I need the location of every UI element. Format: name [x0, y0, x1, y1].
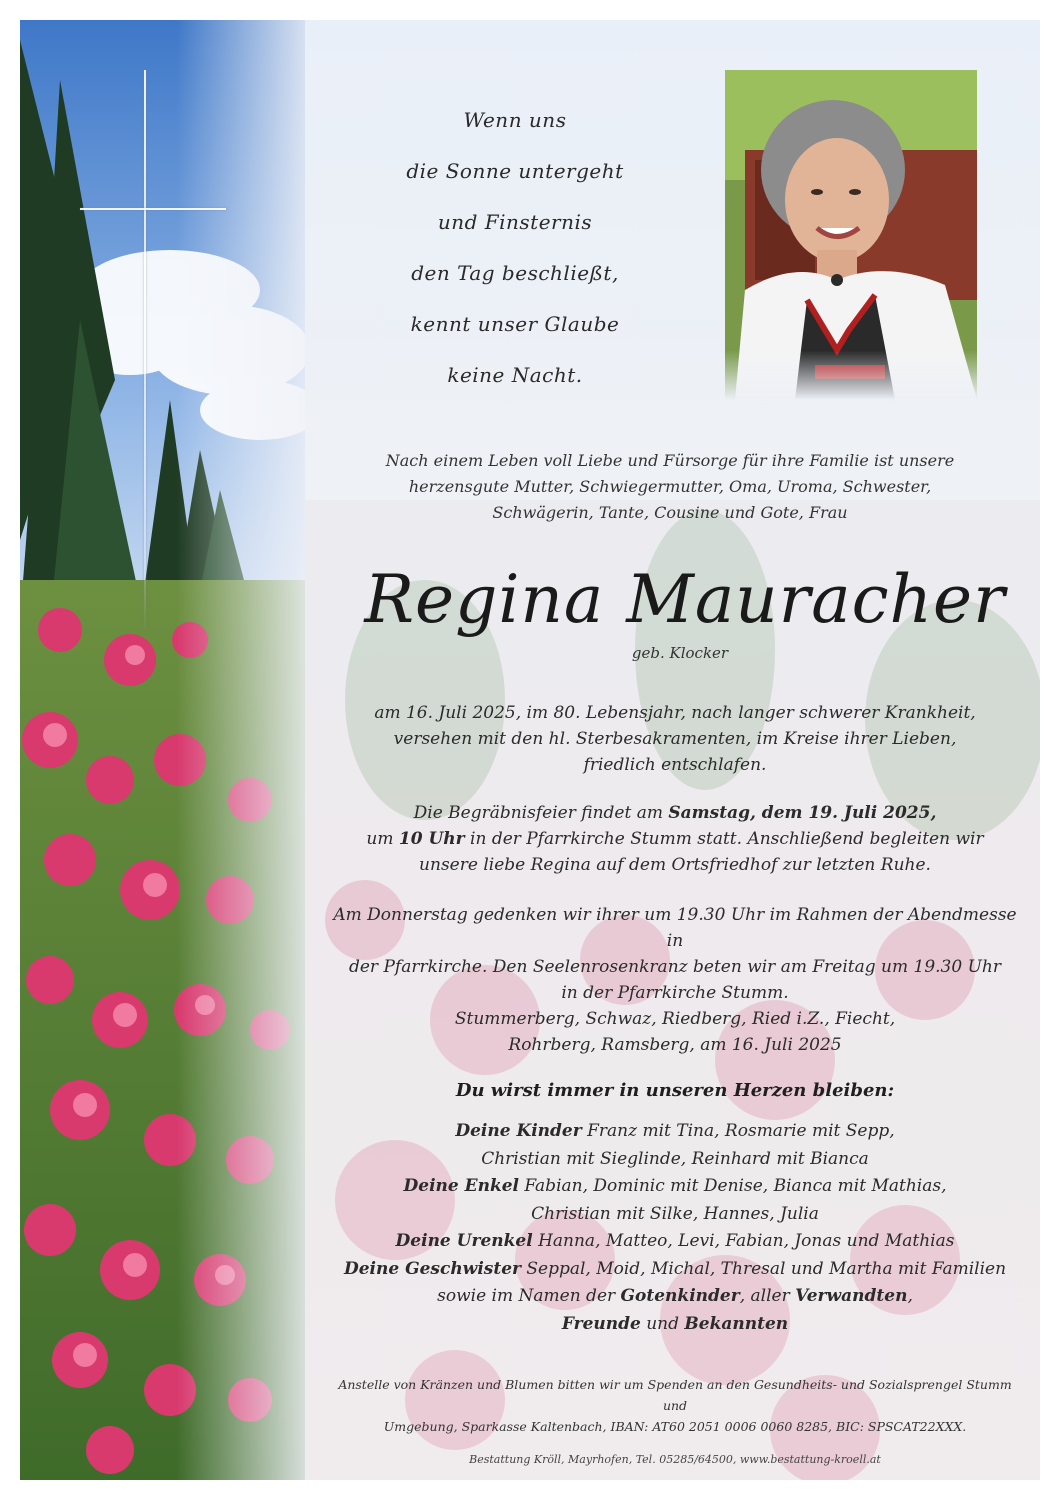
- poem-line: den Tag beschließt,: [411, 261, 619, 285]
- family-names: Seppal, Moid, Michal, Thresal und Martha mit Familien: [520, 1258, 1007, 1279]
- family-label: Freunde: [561, 1313, 641, 1334]
- death-notice-line: versehen mit den hl. Sterbesakramenten, im Kreise ihrer Lieben,: [393, 729, 957, 749]
- family-label: Bekannten: [684, 1313, 789, 1334]
- family-label: Deine Geschwister: [343, 1258, 521, 1279]
- memorial-line: der Pfarrkirche. Den Seelenrosenkranz beten wir am Freitag um 19.30 Uhr: [348, 957, 1001, 977]
- family-sowie: [320, 1283, 1030, 1311]
- family-enkel-cont: Christian mit Silke, Hannes, Julia: [531, 1203, 819, 1224]
- family-list: [320, 1118, 1030, 1338]
- poem-line: kennt unser Glaube: [410, 312, 620, 336]
- intro-text: [350, 448, 990, 526]
- family-kinder: [320, 1118, 1030, 1146]
- funeral-text: in der Pfarrkirche Stumm statt. Anschließend begleiten wir: [464, 829, 984, 849]
- intro-line: Nach einem Leben voll Liebe und Fürsorge für ihre Familie ist unsere: [385, 451, 955, 470]
- family-text: sowie im Namen der: [437, 1286, 621, 1306]
- intro-line: Schwägerin, Tante, Cousine und Gote, Frau: [492, 503, 848, 522]
- family-text: ,: [907, 1286, 913, 1306]
- funeral-text: um: [366, 829, 399, 849]
- intro-line: herzensgute Mutter, Schwiegermutter, Oma, Uroma, Schwester,: [408, 477, 932, 496]
- memorial-line: in der Pfarrkirche Stumm.: [561, 983, 789, 1003]
- places-date: [330, 1006, 1020, 1058]
- cross-icon-horizontal: [80, 208, 226, 210]
- poem-line: und Finsternis: [437, 210, 593, 234]
- family-names: Franz mit Tina, Rosmarie mit Sepp,: [581, 1121, 895, 1141]
- funeral-info: [330, 800, 1020, 878]
- family-kinder-cont: Christian mit Sieglinde, Reinhard mit Bianca: [481, 1148, 869, 1169]
- family-names: Hanna, Matteo, Levi, Fabian, Jonas und Mathias: [532, 1231, 955, 1251]
- portrait-photo: [725, 70, 977, 400]
- family-geschwister: [320, 1256, 1030, 1284]
- deceased-name: Regina Mauracher: [364, 561, 1006, 638]
- places-line: Rohrberg, Ramsberg, am 16. Juli 2025: [508, 1035, 842, 1055]
- death-notice-line: friedlich entschlafen.: [583, 755, 767, 775]
- funeral-date: Samstag, dem 19. Juli 2025,: [668, 803, 937, 823]
- birth-name: geb. Klocker: [631, 644, 729, 662]
- poem-line: Wenn uns: [463, 108, 567, 132]
- death-notice-line: am 16. Juli 2025, im 80. Lebensjahr, nach langer schwerer Krankheit,: [374, 703, 976, 723]
- family-names: Fabian, Dominic mit Denise, Bianca mit Mathias,: [519, 1176, 947, 1196]
- family-label: Deine Kinder: [455, 1121, 582, 1141]
- family-label: Deine Enkel: [403, 1176, 519, 1196]
- memorial-line: Am Donnerstag gedenken wir ihrer um 19.30 Uhr im Rahmen der Abendmesse in: [333, 905, 1017, 951]
- donation-line: Umgebung, Sparkasse Kaltenbach, IBAN: AT60 2051 0006 0060 8285, BIC: SPSCAT22XXX.: [383, 1419, 967, 1434]
- funeral-time: 10 Uhr: [398, 829, 465, 849]
- places-line: Stummerberg, Schwaz, Riedberg, Ried i.Z., Fiecht,: [454, 1009, 896, 1029]
- family-urenkel: [320, 1228, 1030, 1256]
- funeral-line-3: unsere liebe Regina auf dem Ortsfriedhof zur letzten Ruhe.: [419, 855, 931, 875]
- poem-line: keine Nacht.: [447, 363, 583, 387]
- strip-fade-overlay: [20, 20, 305, 1480]
- family-enkel: [320, 1173, 1030, 1201]
- family-text: , aller: [739, 1286, 796, 1306]
- funeral-home-footer: Bestattung Kröll, Mayrhofen, Tel. 05285/64500, www.bestattung-kroell.at: [469, 1453, 881, 1466]
- family-label: Gotenkinder: [620, 1286, 740, 1306]
- funeral-line-1: [330, 800, 1020, 826]
- funeral-line-2: [330, 826, 1020, 852]
- family-label: Verwandten: [795, 1286, 908, 1306]
- funeral-text: Die Begräbnisfeier findet am: [413, 803, 669, 823]
- family-text: und: [640, 1313, 685, 1334]
- portrait-image: [725, 70, 977, 400]
- cross-icon-vertical: [144, 70, 146, 630]
- landscape-photo-strip: [20, 20, 305, 1480]
- poem-line: die Sonne untergeht: [406, 159, 624, 183]
- donation-note: [330, 1374, 1020, 1437]
- family-freunde: [320, 1311, 1030, 1339]
- death-notice: [330, 700, 1020, 778]
- heart-line: Du wirst immer in unseren Herzen bleiben:: [455, 1080, 895, 1101]
- memorial-info: [330, 902, 1020, 1006]
- obituary-card: [20, 20, 1040, 1480]
- donation-line: Anstelle von Kränzen und Blumen bitten wir um Spenden an den Gesundheits- und Sozialsprengel Stumm und: [338, 1377, 1012, 1413]
- poem: [350, 95, 680, 401]
- family-label: Deine Urenkel: [395, 1231, 533, 1251]
